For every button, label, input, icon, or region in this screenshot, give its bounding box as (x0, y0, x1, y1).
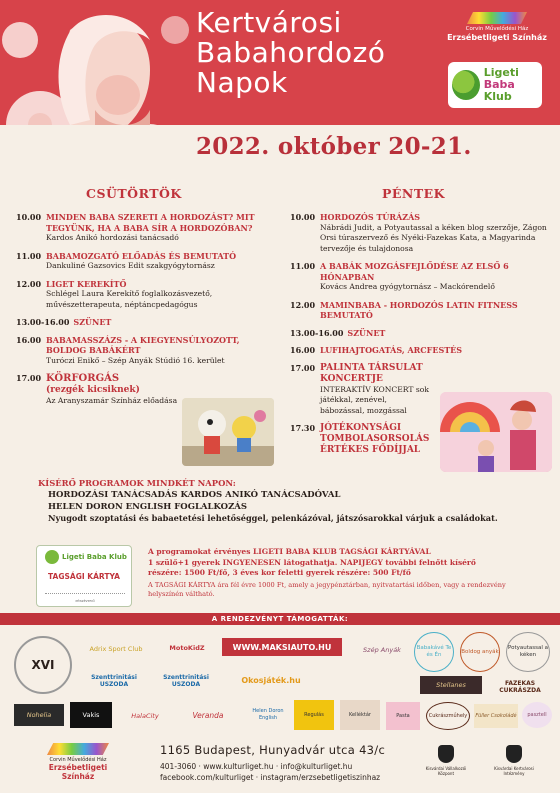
sponsor-logo: Szenttrinitási USZODA (163, 674, 209, 688)
sponsor-logo: Helen Doron English (252, 708, 284, 721)
venue-address: 1165 Budapest, Hunyadvár utca 43/c (160, 743, 386, 757)
sponsor-logo: Szép Anyák (363, 645, 401, 654)
program-item: 11.00 A BABÁK MOZGÁSFEJLŐDÉSE AZ ELSŐ 6 HÓNAPBAN Kovács Andrea gyógytornász – Mackórendelő (290, 261, 509, 291)
program-item: 12.00 MAMINBABA - HORDOZÓS LATIN FITNESS BEMUTATÓ (290, 299, 518, 320)
sponsor-logo: Adrix Sport Club (89, 644, 143, 653)
rainbow-stripes-icon (47, 743, 109, 755)
rainbow-stripes-icon (467, 12, 527, 24)
program-item: 11.00 BABAMOZGATÓ ELŐADÁS ÉS BEMUTATÓ Dankuliné Gazsovics Edit szakgyógytornász (16, 250, 237, 270)
mother-baby-illustration (0, 0, 190, 125)
program-item: 17.00 PALINTA TÁRSULAT KONCERTJE INTERAKTÍV KONCERT sok játékkal, zenével, bábozással, mozgással (290, 362, 429, 415)
card-brand: Ligeti Baba Klub (62, 552, 127, 561)
ligeti-baba-klub-icon (452, 70, 480, 100)
sponsor-logo: Veranda (192, 710, 224, 720)
thursday-program (16, 212, 276, 413)
card-title: TAGSÁGI KÁRTYA (48, 572, 120, 581)
sponsor-logo: HalaCity (131, 711, 159, 720)
program-item: 17.30 JÓTÉKONYSÁGI TOMBOLASORSOLÁS ÉRTÉKES FŐDÍJJAL (290, 423, 430, 455)
ligeti-baba-klub-logo (448, 62, 542, 108)
program-item: 10.00 MINDEN BABA SZERETI A HORDOZÁST? MIT TEGYÜNK, HA A BABA SÍR A HORDOZÓBAN? Kardos Anikó hordozási tanácsadó (16, 212, 255, 242)
event-title (196, 8, 385, 98)
header-banner (0, 0, 560, 125)
puppet-show-photo (182, 398, 274, 466)
program-item-break: 13.00-16.00 SZÜNET (290, 327, 386, 338)
sponsor-logo: Potyautassal a kéken (506, 632, 550, 672)
program-item-break: 13.00-16.00 SZÜNET (16, 317, 112, 327)
side-programs-heading: KÍSÉRŐ PROGRAMOK MINDKÉT NAPON: (38, 478, 236, 488)
program-item: 17.00 KÖRFORGÁS (rezgék kicsiknek) Az Aranyszamár Színház előadása (16, 373, 178, 405)
title-line-3: Napok (196, 66, 288, 99)
ligeti-baba-klub-icon (45, 550, 59, 564)
social-links: facebook.com/kulturliget · instagram/erzsebetligetiszinhaz (160, 773, 381, 782)
ligeti-word: Ligeti (483, 66, 519, 79)
logo-line-1: Corvin Művelődési Ház (465, 26, 529, 32)
membership-info (30, 543, 530, 611)
day-heading-thursday: CSÜTÖRTÖK (86, 186, 182, 201)
sponsor-logo: FAZEKAS CUKRÁSZDA (499, 680, 541, 694)
program-item: 16.00 LUFIHAJTOGATÁS, ARCFESTÉS (290, 345, 463, 355)
sponsor-logo: Nohelia (14, 704, 64, 726)
sponsor-heading: A RENDEZVÉNYT TÁMOGATTÁK: (0, 613, 560, 625)
footer (0, 737, 560, 793)
sponsor-logo: WWW.MAKSIAUTO.HU (222, 638, 342, 656)
program-item: 16.00 BABAMASSZÁZS - A KIEGYENSÚLYOZOTT, BOLDOG BABÁKÉRT Turóczi Enikő – Szép Anyák Stúdió 16. kerület (16, 334, 240, 365)
card-field-label: résztvevő (75, 598, 95, 603)
sponsor-logo: XVI (14, 636, 72, 694)
sponsor-logo: MotoKidZ (169, 643, 205, 652)
title-line-1: Kertvárosi (196, 6, 342, 39)
day-heading-friday: PÉNTEK (382, 186, 446, 201)
side-programs: KÍSÉRŐ PROGRAMOK MINDKÉT NAPON: HORDOZÁSI TANÁCSADÁS KARDOS ANIKÓ TANÁCSADÓVAL HELEN DORON ENGLISH FOGLALKOZÁS Nyugodt szoptatási és babaetetési lehetőséggel, pelenkázóval, játszósarokkal várjuk a családokat. (38, 478, 538, 525)
sponsor-logo: Szenttrinitási USZODA (91, 674, 137, 688)
event-date: 2022. október 20-21. (196, 133, 472, 160)
baba-word: Baba (483, 78, 515, 91)
coat-of-arms-icon (438, 745, 454, 763)
government-logo-2: Kisvárdai Kertvárosi Intézmény (486, 745, 542, 776)
coat-of-arms-icon (506, 745, 522, 763)
sponsor-logo: Stellanes (420, 676, 482, 694)
sponsor-logo: Babakávé Te és Én (414, 632, 454, 672)
phone-email: 401-3060 · www.kulturliget.hu · info@kulturliget.hu (160, 762, 353, 771)
sponsor-logo: Boldog anyák (460, 632, 500, 672)
sponsor-logos (10, 630, 555, 735)
palinta-concert-photo (440, 392, 552, 472)
sponsor-logo: Vakis (70, 702, 112, 728)
contact-info (160, 761, 380, 783)
sponsor-logo: Füller Csokoládé (474, 704, 518, 728)
program-item: 10.00 HORDOZÓS TÚRÁZÁS Nábrádi Judit, a Potyautassal a kéken blog szerzője, Zágon Orsi túraszervező és Nyéki-Fazekas Kata, a Magyarinda tervezője és tulajdonosa (290, 212, 547, 253)
membership-card (36, 545, 132, 607)
title-line-2: Babahordozó (196, 36, 386, 69)
sponsor-logo: Kelléktár (340, 700, 380, 730)
sponsor-logo: Pasta (386, 702, 420, 730)
sponsor-logo: Okosjáték.hu (241, 675, 301, 685)
footer-logo: Corvin Művelődési Ház Erzsébetligeti Színház (36, 743, 120, 781)
government-logo-1: Kisvárdai Vállalkozói Központ (418, 745, 474, 776)
erzsebetligeti-szinhaz-logo (442, 12, 552, 42)
sponsor-logo: Regulás (294, 700, 334, 730)
logo-line-2: Erzsébetligeti Színház (447, 33, 547, 42)
program-item: 12.00 LIGET KEREKÍTŐ Schlégel Laura Kerekítő foglalkozásvezető, művészetterapeuta, néptáncpedagógus (16, 278, 213, 309)
klub-word: Klub (483, 90, 512, 103)
membership-text: A programokat érvényes LIGETI BABA KLUB TAGSÁGI KÁRTYÁVAL 1 szülő+1 gyerek INGYENESEN látogathatja. NAPIJEGY további felnőtt kísérő részére: 1500 Ft/fő, 3 éves kor feletti gyerek részére: 500 Ft/fő A TAGSÁGI KÁRTYA ára fél évre 1000 Ft, amely a jegypénztárban, nyitvatartási időben, vagy a rendezvény helyszínén váltható. (148, 547, 506, 598)
sponsor-logo: Cukrászműhely (426, 702, 470, 730)
sponsor-logo: pasztell (522, 702, 552, 728)
